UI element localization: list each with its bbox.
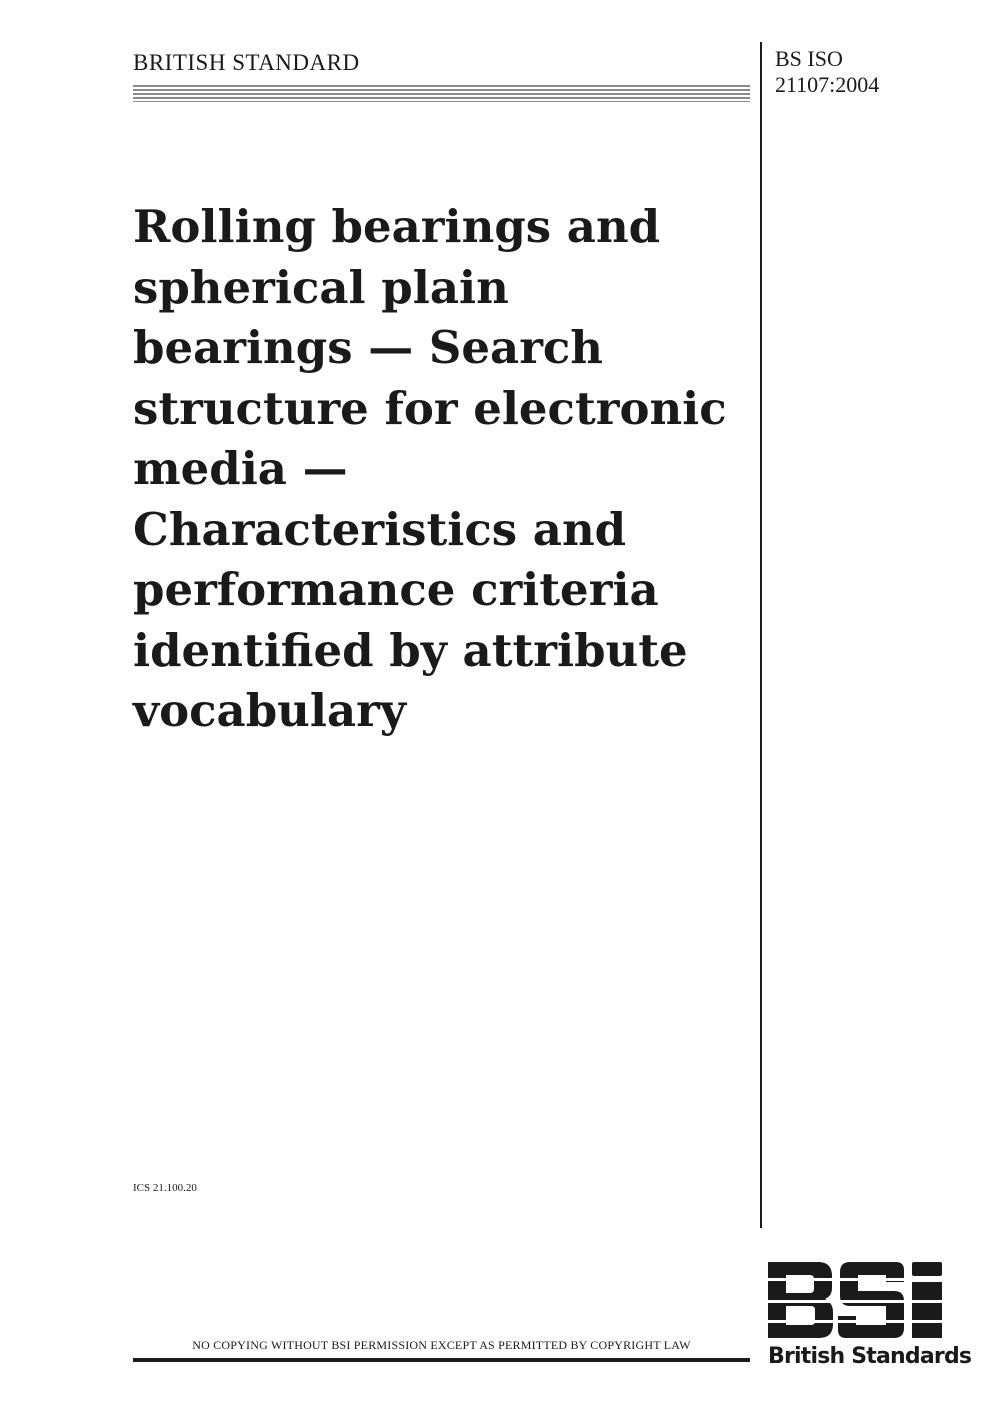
footer-rule [133,1358,750,1362]
ics-code: ICS 21.100.20 [133,1182,197,1194]
document-title [133,197,753,742]
title-line: Characteristics and [133,502,627,556]
title-line: media — [133,442,348,495]
vertical-divider [760,42,762,1228]
bsi-logo-mark [766,1262,946,1338]
header-rule [133,85,750,102]
title-line: bearings — Search [133,321,604,374]
title-line: identified by attribute [133,623,688,677]
title-line: structure for electronic [133,381,727,435]
bsi-logo [766,1262,972,1372]
copyright-notice: NO COPYING WITHOUT BSI PERMISSION EXCEPT AS PERMITTED BY COPYRIGHT LAW [192,1338,691,1352]
title-line: performance criteria [133,563,659,616]
title-line: vocabulary [133,684,407,737]
title-line: spherical plain [133,260,509,314]
title-line: Rolling bearings and [133,200,661,253]
document-number: BS ISO 21107:2004 [775,46,880,97]
standard-type-label: BRITISH STANDARD [133,50,360,75]
bsi-logo-name: British Standards [768,1344,972,1369]
